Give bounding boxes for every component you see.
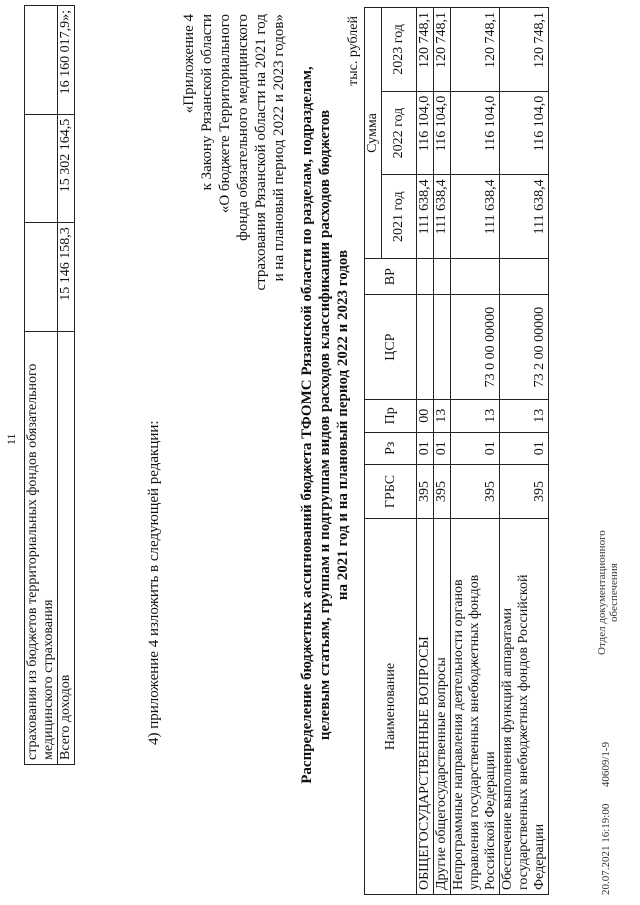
table-row: ОБЩЕГОСУДАРСТВЕННЫЕ ВОПРОСЫ 395 01 00 111 638,4 116 104,0 120 748,1 (417, 8, 434, 895)
col-pr: Пр (365, 400, 417, 433)
col-grbs: ГРБС (365, 464, 417, 518)
col-name: Наименование (365, 519, 417, 895)
income-label: страхования из бюджетов территориальных фондов обязательного медицинского страхования (25, 331, 58, 764)
units-label: тыс. рублей (346, 16, 361, 86)
total-2021: 15 146 158,3 (58, 223, 75, 332)
total-2022: 15 302 164,5 (58, 114, 75, 223)
table-row: Другие общегосударственные вопросы 395 01 13 111 638,4 116 104,0 120 748,1 (434, 8, 451, 895)
table-row (25, 6, 58, 765)
footer-stamp (600, 742, 612, 895)
department-stamp: Отдел документационного обеспечения (596, 530, 620, 655)
footer-code: 40609/1-9 (600, 741, 612, 788)
budget-table (364, 7, 549, 895)
table-row: Обеспечение выполнения функций аппаратами государственных внебюджетных фондов Российской Федерации 395 01 13 73 2 00 00000 111 638,4 116 104,0 120 748,1 (500, 8, 549, 895)
footer-datetime: 20.07.2021 16:19:00 (600, 803, 612, 895)
col-rz: Рз (365, 432, 417, 464)
income-table (24, 5, 75, 765)
table-row: Непрограммные направления деятельности органов управления государственных внебюджетных фондов Российской Федерации 395 01 13 73 0 00 00000 111 638,4 116 104,0 120 748,1 (451, 8, 500, 895)
col-2022: 2022 год (382, 91, 417, 175)
document-title: Распределение бюджетных ассигнований бюджета ТФОМС Рязанской области по разделам, подразделам, целевым статьям, группам и подгруппам видов расходов классификации расходов бюджетов на 2021 год и на плановый период 2022 и 2023 годов (299, 66, 351, 784)
header-row (365, 8, 382, 895)
col-2023: 2023 год (382, 8, 417, 92)
col-2021: 2021 год (382, 175, 417, 259)
page-number: 11 (4, 433, 18, 445)
col-vr: ВР (365, 259, 417, 295)
appendix-header: «Приложение 4 к Закону Рязанской области «О бюджете Территориального фонда обязательного медицинского страхования Рязанской области на 2021 год и на плановый период 2022 и 2023 годов» (181, 14, 287, 291)
col-sum: Сумма (365, 8, 382, 259)
total-2023: 16 160 017,9»; (58, 6, 75, 115)
col-csr: ЦСР (365, 295, 417, 400)
total-income-label: Всего доходов (58, 331, 75, 764)
table-row (58, 6, 75, 765)
amendment-text: 4) приложение 4 изложить в следующей редакции: (146, 420, 162, 745)
